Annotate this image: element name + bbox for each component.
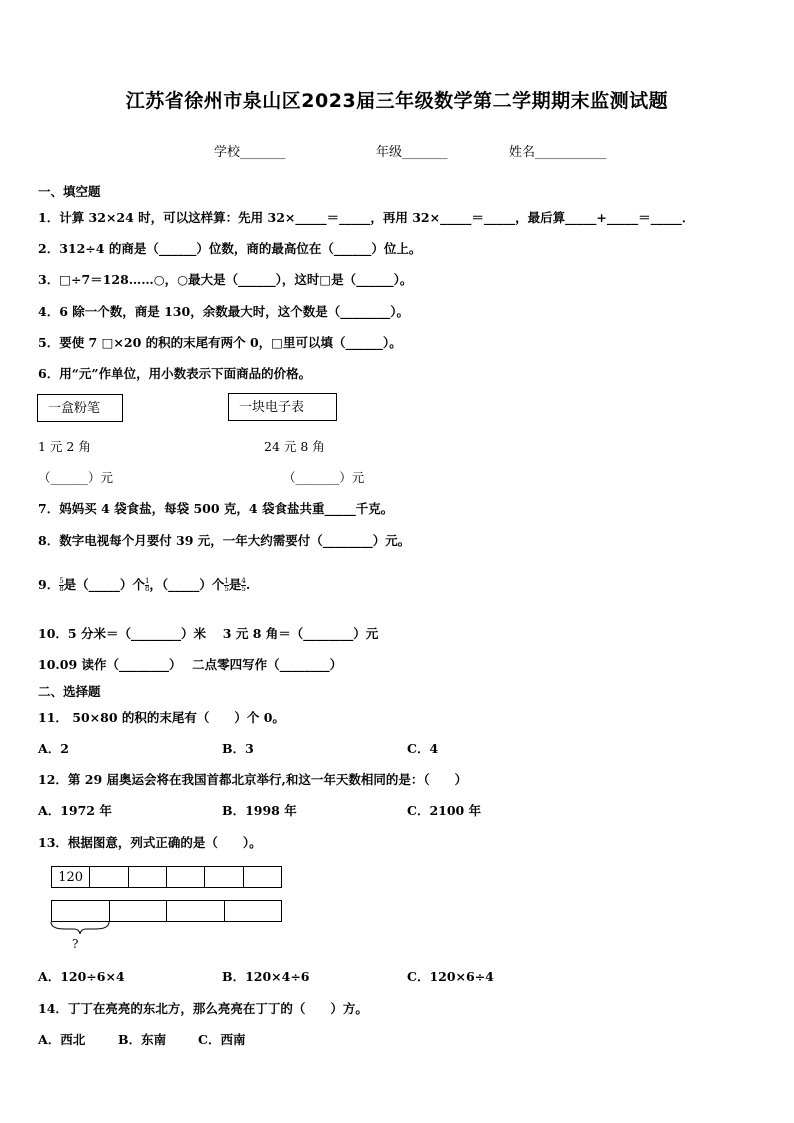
answer-chalk: （______）元 (38, 470, 114, 485)
grade-field: 年级_______ (376, 145, 448, 160)
q13-option-c: C．120×6÷4 (407, 969, 494, 984)
price-chalk: 1 元 2 角 (38, 439, 91, 454)
q9-text-4: . (245, 577, 251, 592)
top-bar-cell (128, 867, 166, 888)
fraction-1-8: $\frac{1}{8}$ (144, 577, 150, 593)
answer-watch: （_______）元 (283, 470, 365, 485)
q14-option-c: C．西南 (198, 1032, 246, 1047)
q9-text-3: 是 (228, 577, 242, 592)
question-7: 7．妈妈买 4 袋食盐，每袋 500 克，4 袋食盐共重_____千克。 (38, 501, 394, 516)
brace-question-mark: ? (72, 937, 79, 951)
question-14: 14．丁丁在亮亮的东北方，那么亮亮在丁丁的（ ）方。 (38, 1001, 368, 1016)
bottom-bar-cell (52, 901, 110, 922)
fraction-4-5: $\frac{4}{5}$ (241, 577, 246, 593)
q9-prefix: 9． (38, 577, 60, 592)
q13-option-a: A．120÷6×4 (38, 969, 125, 984)
question-4: 4．6 除一个数，商是 130，余数最大时，这个数是（________）。 (38, 304, 409, 319)
question-5: 5．要使 7 □×20 的积的末尾有两个 0，□里可以填（______）。 (38, 335, 402, 350)
price-watch: 24 元 8 角 (264, 439, 325, 454)
question-13: 13．根据图意，列式正确的是（ ）。 (38, 835, 262, 850)
item-box-watch: 一块电子表 (228, 393, 337, 421)
bottom-bar-cell (224, 901, 282, 922)
top-bar-cell (243, 867, 281, 888)
question-8: 8．数字电视每个月要付 39 元，一年大约需要付（________）元。 (38, 533, 411, 548)
q12-option-b: B．1998 年 (222, 803, 297, 818)
top-bar-cell (90, 867, 128, 888)
brace-icon (50, 921, 112, 937)
q14-option-b: B．东南 (118, 1032, 167, 1047)
question-10b: 10.09 读作（________） 二点零四写作（________） (38, 657, 343, 672)
bottom-bar-cell (167, 901, 225, 922)
q11-option-a: A．2 (38, 741, 69, 756)
bottom-bar-cell (109, 901, 167, 922)
q12-option-a: A．1972 年 (38, 803, 112, 818)
q13-option-b: B．120×4÷6 (222, 969, 310, 984)
question-1: 1．计算 32×24 时，可以这样算：先用 32×_____＝_____，再用 32×_____＝_____，最后算_____+_____＝_____． (38, 210, 695, 225)
top-bar-cell (166, 867, 204, 888)
fraction-5-8: $\frac{5}{8}$ (59, 577, 64, 593)
question-9 (38, 575, 250, 593)
diagram-top-bar (51, 866, 282, 888)
q11-option-c: C．4 (407, 741, 439, 756)
q11-option-b: B．3 (222, 741, 254, 756)
question-11: 11． 50×80 的积的末尾有（ ）个 0。 (38, 710, 285, 725)
question-6: 6．用“元”作单位，用小数表示下面商品的价格。 (38, 366, 312, 381)
top-bar-cell (205, 867, 243, 888)
q14-option-a: A．西北 (38, 1032, 86, 1047)
q9-text-2: ，（_____）个 (149, 577, 225, 592)
question-10: 10．5 分米＝（________）米 3 元 8 角＝（________）元 (38, 626, 379, 641)
page-title: 江苏省徐州市泉山区2023届三年级数学第二学期期末监测试题 (125, 90, 669, 112)
question-3: 3．□÷7＝128……○，○最大是（______），这时□是（______）。 (38, 272, 413, 287)
q12-option-c: C．2100 年 (407, 803, 482, 818)
top-bar-label: 120 (52, 867, 90, 888)
name-field: 姓名___________ (509, 145, 607, 160)
school-field: 学校_______ (214, 145, 286, 160)
section-fill-blank: 一、填空题 (38, 184, 101, 199)
diagram-bottom-bar (51, 900, 282, 922)
section-multiple-choice: 二、选择题 (38, 684, 101, 699)
fraction-1-5: $\frac{1}{5}$ (224, 577, 229, 593)
item-box-chalk: 一盒粉笔 (37, 394, 123, 422)
question-2: 2．312÷4 的商是（______）位数，商的最高位在（______）位上。 (38, 241, 422, 256)
q9-text-1: 是（_____）个 (63, 577, 145, 592)
question-12: 12．第 29 届奥运会将在我国首都北京举行,和这一年天数相同的是：（ ） (38, 772, 468, 787)
